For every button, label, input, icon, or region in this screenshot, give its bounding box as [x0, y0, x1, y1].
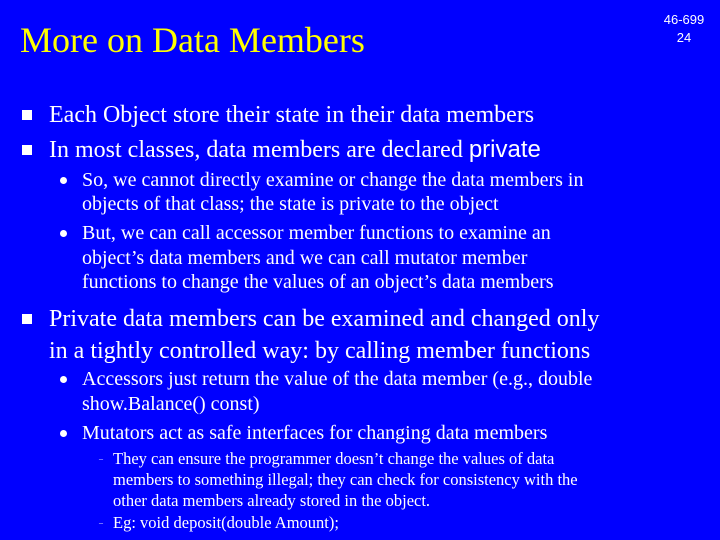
- round-bullet-icon: [60, 177, 67, 184]
- bullet-3-sub-2-sub-1-line-1: They can ensure the programmer doesn’t change the values of data: [113, 449, 555, 468]
- square-bullet-icon: [22, 110, 32, 120]
- small-dash-bullet-icon: –: [99, 454, 103, 463]
- bullet-2-sub-1-line-1: So, we cannot directly examine or change the data members in: [82, 169, 584, 191]
- bullet-3-sub-1-line-1: Accessors just return the value of the data member (e.g., double: [82, 368, 593, 390]
- bullet-3-line-2: in a tightly controlled way: by calling member functions: [49, 338, 591, 364]
- round-bullet-icon: [60, 376, 67, 383]
- bullet-3-sub-1-line-2: show.Balance() const): [82, 393, 260, 415]
- slide-number-course: 46-699: [663, 12, 705, 27]
- bullet-3-sub-2-sub-1-line-3: other data members already stored in the object.: [113, 491, 431, 510]
- bullet-2-text: [49, 135, 541, 165]
- bullet-3-line-1: Private data members can be examined and changed only: [49, 306, 600, 332]
- round-bullet-icon: [60, 430, 67, 437]
- small-dash-bullet-icon: –: [99, 518, 103, 527]
- slide-number-page: 24: [676, 30, 692, 45]
- bullet-2-keyword: private: [468, 136, 541, 163]
- bullet-3-sub-2-sub-2-text: Eg: void deposit(double Amount);: [113, 513, 339, 532]
- bullet-2-sub-2-line-3: functions to change the values of an object’s data members: [82, 271, 554, 293]
- bullet-3-sub-2-text: Mutators act as safe interfaces for changing data members: [82, 422, 548, 444]
- square-bullet-icon: [22, 145, 32, 155]
- bullet-2-sub-2-line-2: object’s data members and we can call mutator member: [82, 247, 528, 269]
- bullet-3-sub-2-sub-1-line-2: members to something illegal; they can check for consistency with the: [113, 470, 578, 489]
- round-bullet-icon: [60, 230, 67, 237]
- square-bullet-icon: [22, 314, 32, 324]
- bullet-1-text: Each Object store their state in their data members: [49, 102, 535, 128]
- bullet-2-sub-2-line-1: But, we can call accessor member functions to examine an: [82, 222, 551, 244]
- slide-title: More on Data Members: [20, 20, 365, 60]
- bullet-2-sub-1-line-2: objects of that class; the state is private to the object: [82, 193, 499, 215]
- bullet-2-text-main: In most classes, data members are declared: [49, 137, 469, 163]
